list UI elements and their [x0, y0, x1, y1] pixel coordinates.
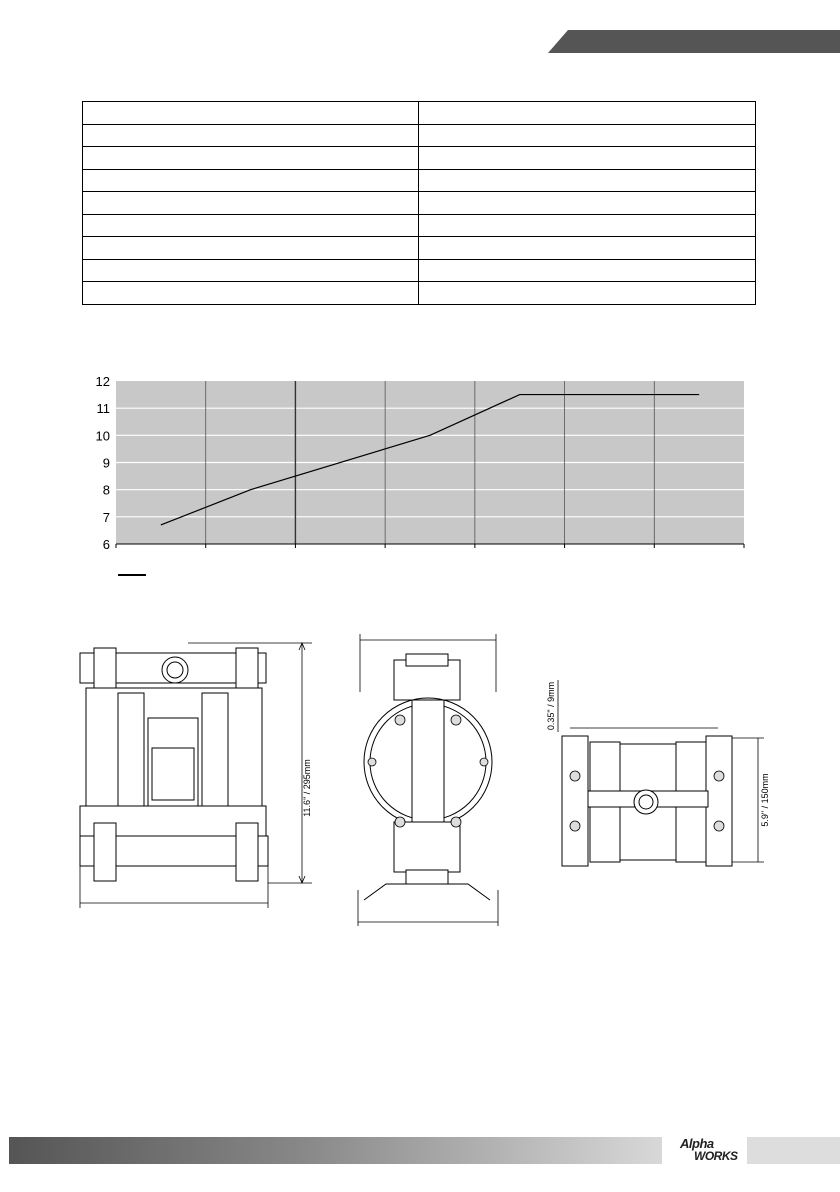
y-tick-label: 7	[102, 509, 110, 525]
performance-chart	[80, 370, 760, 560]
spec-value-cell	[419, 282, 756, 305]
spec-value-cell	[419, 124, 756, 147]
spec-row	[83, 102, 756, 125]
spec-label-cell	[83, 237, 419, 260]
footer-bar	[9, 1137, 662, 1164]
spec-value-cell	[419, 259, 756, 282]
spec-value-cell	[419, 192, 756, 215]
side-view-drawing	[356, 632, 500, 928]
spec-label-cell	[83, 214, 419, 237]
spec-label-cell	[83, 192, 419, 215]
spec-row	[83, 169, 756, 192]
spec-value-cell	[419, 102, 756, 125]
chart-svg	[80, 370, 760, 560]
y-tick-label: 6	[102, 537, 110, 552]
alphaworks-logo	[676, 1134, 742, 1166]
y-tick-label: 10	[95, 428, 110, 444]
spec-value-cell	[419, 214, 756, 237]
spec-label-cell	[83, 259, 419, 282]
logo-line2: WORKS	[694, 1149, 738, 1163]
spec-value-cell	[419, 169, 756, 192]
y-tick-label: 9	[102, 455, 110, 471]
y-tick-label: 8	[102, 482, 110, 498]
spec-label-cell	[83, 124, 419, 147]
spec-label-cell	[83, 147, 419, 170]
header-banner	[548, 30, 840, 53]
spec-label-cell	[83, 169, 419, 192]
spec-table	[82, 101, 756, 305]
y-tick-label: 12	[95, 374, 110, 389]
mount-dimension: 5.9" / 150mm	[760, 773, 770, 827]
spec-row	[83, 214, 756, 237]
y-tick-label: 11	[96, 401, 110, 417]
spec-label-cell	[83, 102, 419, 125]
footer-bar-right	[747, 1137, 840, 1164]
spec-row	[83, 192, 756, 215]
spec-row	[83, 237, 756, 260]
spec-row	[83, 282, 756, 305]
logo-line1: Alpha	[680, 1136, 714, 1151]
height-dimension: 11.6" / 295mm	[302, 759, 312, 817]
spec-row	[83, 147, 756, 170]
spec-row	[83, 259, 756, 282]
spec-value-cell	[419, 147, 756, 170]
front-view-drawing	[76, 638, 316, 910]
flange-dimension: 0.35" / 9mm	[546, 681, 556, 731]
spec-row	[83, 124, 756, 147]
bottom-view-drawing	[540, 676, 772, 876]
spec-value-cell	[419, 237, 756, 260]
spec-label-cell	[83, 282, 419, 305]
legend-line	[118, 574, 146, 576]
